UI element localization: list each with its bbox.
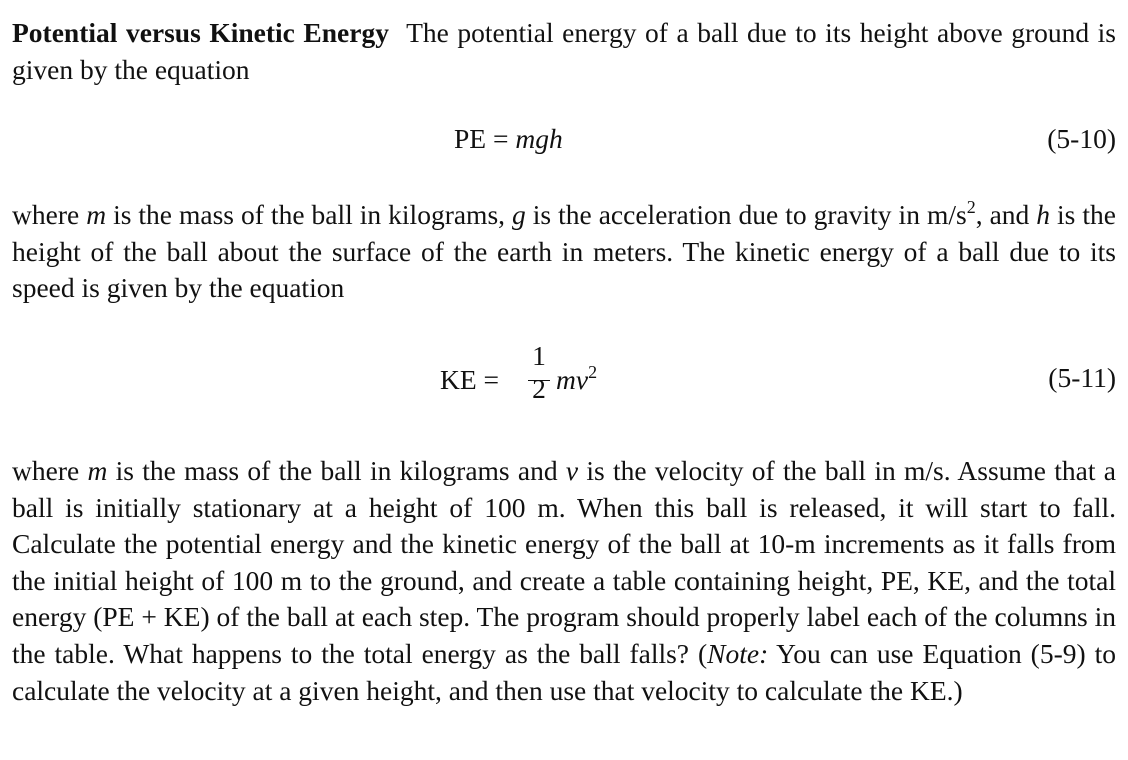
eq1-lhs: PE: [454, 123, 487, 154]
eq2-number: (5-11): [1048, 362, 1116, 393]
p2-text-4: , and: [975, 199, 1037, 230]
eq2-rhs: mv: [556, 364, 589, 395]
p3-text-2: is the mass of the ball in kilograms and: [107, 455, 566, 486]
eq2-rhs-group: [556, 362, 597, 398]
p3-text-3: is the velocity of the ball in m/s. Assume that a ball is initially stationary at a height of 100 m. When this ball is released, it will start to fall. Calculate the potential energy and the kinetic energy of the ball at 10-m increments as it falls from the initial height of 100 m to the ground, and create a table containing height, PE, KE, and the total energy (PE + KE) of the ball at each step. The program should properly label each of the columns in the table. What happens to the total energy as the ball falls? (: [12, 455, 1116, 669]
eq2-equals: =: [483, 364, 500, 395]
definitions-paragraph: [12, 197, 1116, 307]
note-label: Note:: [707, 637, 769, 669]
problem-title: Potential versus Kinetic Energy: [12, 17, 389, 48]
superscript-2: 2: [966, 197, 976, 217]
var-h: h: [1036, 199, 1051, 230]
intro-paragraph: [12, 15, 1116, 88]
equation-5-11: [12, 340, 1116, 420]
eq2-exponent: 2: [588, 362, 598, 382]
eq2-lhs: KE: [440, 364, 477, 395]
p2-text-2: is the mass of the ball in kilograms,: [106, 199, 513, 230]
eq1-equals: =: [492, 123, 509, 154]
equation-pe-body: [454, 123, 563, 155]
p3-text-1: where: [12, 455, 88, 486]
var-v: v: [565, 455, 579, 486]
p3-text-4: You can use Equation (5-9) to calculate the velocity at a given height, and then use that velocity to calculate the KE.): [12, 637, 1116, 706]
fraction-numerator: 1: [532, 340, 546, 371]
p2-text-1: where: [12, 199, 87, 230]
eq2-lhs-group: [440, 362, 499, 398]
fraction-denominator: 2: [532, 373, 546, 404]
var-m: m: [86, 199, 107, 230]
eq1-number: (5-10): [1047, 123, 1116, 154]
p2-text-5: is the height of the ball about the surface of the earth in meters. The kinetic energy of a ball due to its speed is given by the equation: [12, 199, 1116, 304]
task-paragraph: [12, 453, 1116, 709]
p2-text-3: is the acceleration due to gravity in m/s: [525, 199, 967, 230]
var-g: g: [512, 199, 526, 230]
fraction-one-half: [528, 340, 550, 405]
equation-5-10: [12, 123, 1116, 163]
eq1-rhs: mgh: [515, 123, 563, 154]
var-m-2: m: [87, 455, 108, 486]
intro-text: The potential energy of a ball due to its height above ground is given by the equation: [12, 17, 1116, 85]
